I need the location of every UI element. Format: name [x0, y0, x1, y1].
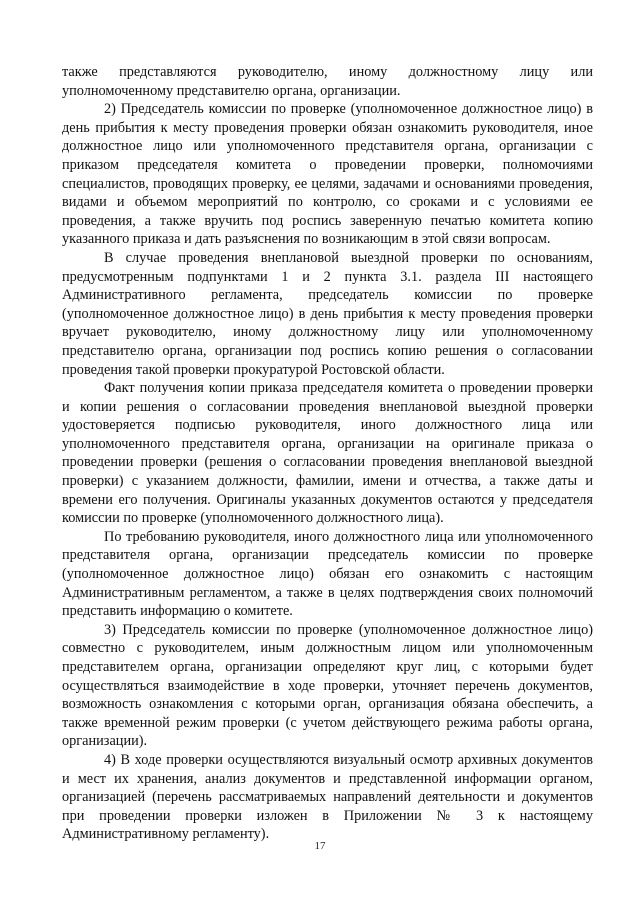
paragraph-continuation: также представляются руководителю, иному должностному лицу или уполномоченному представителю органа, организации.: [62, 64, 593, 99]
document-body: [62, 63, 593, 844]
paragraph-item-3: 3) Председатель комиссии по проверке (уполномоченное должностное лицо) совместно с руководителем, иным должностным лицом или уполномоченным представителем органа, организации определяют круг лиц, с которыми будет осуществляться взаимодействие в ходе проверки, уточняет перечень документов, возможность ознакомления с которыми орган, организация обязана обеспечить, а также временной режим проверки (с учетом действующего режима работы органа, организации).: [62, 621, 593, 750]
page-number: 17: [314, 840, 326, 852]
paragraph-item-2: 2) Председатель комиссии по проверке (уполномоченное должностное лицо) в день прибытия к месту проведения проверки обязан ознакомить руководителя, иное должностное лицо или уполномоченного представителя органа, организации с приказом председателя комитета о проведении проверки, полномочиями специалистов, проводящих проверку, ее целями, задачами и основаниями проведения, видами и объемом мероприятий по контролю, со сроками и с условиями ее проведения, а также вручить под роспись заверенную печатью комитета копию указанного приказа и дать разъяснения по возникающим в этой связи вопросам.: [62, 101, 593, 248]
paragraph-receipt-fact: Факт получения копии приказа председателя комитета о проведении проверки и копии решения о согласовании проведения внеплановой выездной проверки удостоверяется подписью руководителя, иного должностного лица или уполномоченного представителя органа, организации на оригинале приказа о проведении проверки (решения о согласовании проведения внеплановой выездной проверки) с указанием должности, фамилии, имени и отчества, а также даты и времени его получения. Оригиналы указанных документов остаются у председателя комиссии по проверке (уполномоченного должностного лица).: [62, 380, 593, 527]
paragraph-item-4: 4) В ходе проверки осуществляются визуальный осмотр архивных документов и мест их хранения, анализ документов и представленной информации органом, организацией (перечень рассматриваемых направлений деятельности и документов при проведении проверки изложен в Приложении № 3 к настоящему Административному регламенту).: [62, 751, 593, 843]
paragraph-unplanned-inspection: В случае проведения внеплановой выездной проверки по основаниям, предусмотренным подпунктами 1 и 2 пункта 3.1. раздела III настоящего Административного регламента, председатель комиссии по проверке (уполномоченное должностное лицо) в день прибытия к месту проведения проверки вручает руководителю, иному должностному лицу или уполномоченному представителю органа, организации под роспись копию решения о согласовании проведения такой проверки прокуратурой Ростовской области.: [62, 249, 593, 378]
paragraph-on-request: По требованию руководителя, иного должностного лица или уполномоченного представителя органа, организации председатель комиссии по проверке (уполномоченное должностное лицо) обязан его ознакомить с настоящим Административным регламентом, а также в целях подтверждения своих полномочий представить информацию о комитете.: [62, 528, 593, 620]
